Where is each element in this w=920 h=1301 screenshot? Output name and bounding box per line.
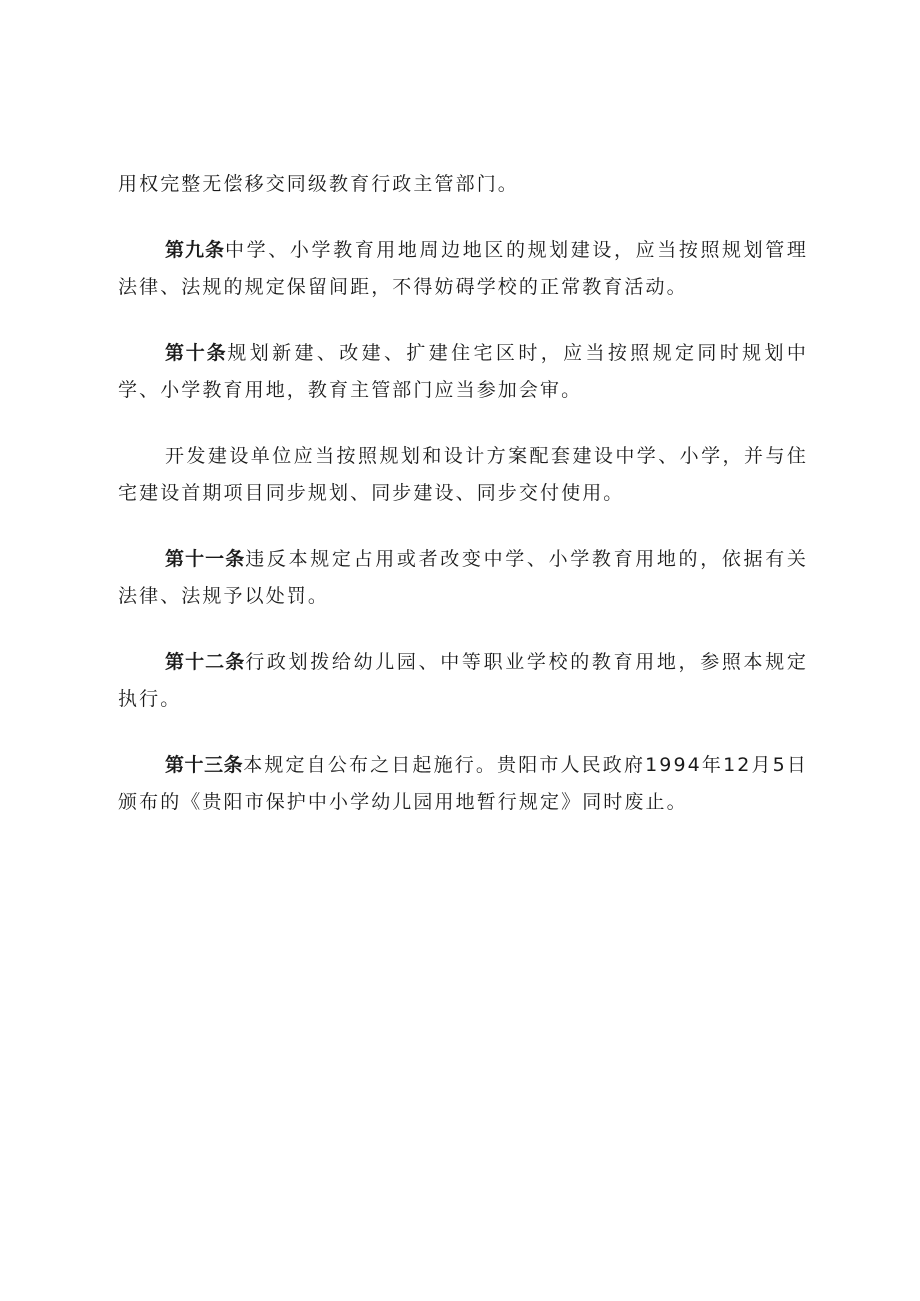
paragraph-text: 规划新建、改建、扩建住宅区时，应当按照规定同时规划中学、小学教育用地，教育主管部门应当参加会审。: [118, 342, 808, 401]
article-heading: 第九条: [165, 239, 226, 261]
article-heading: 第十条: [165, 342, 228, 364]
paragraph-text: 本规定自公布之日起施行。贵阳市人民政府1994年12月5日颁布的《贵阳市保护中小学幼儿园用地暂行规定》同时废止。: [118, 754, 808, 813]
article-heading: 第十一条: [165, 548, 246, 570]
paragraph-text: 开发建设单位应当按照规划和设计方案配套建设中学、小学，并与住宅建设首期项目同步规划、同步建设、同步交付使用。: [118, 445, 808, 504]
paragraph-text: 行政划拨给幼儿园、中等职业学校的教育用地，参照本规定执行。: [118, 651, 808, 710]
paragraph-text: 中学、小学教育用地周边地区的规划建设，应当按照规划管理法律、法规的规定保留间距，不得妨碍学校的正常教育活动。: [118, 239, 808, 298]
article-10-clause-2: [118, 438, 808, 512]
document-body: [118, 166, 808, 821]
article-13: [118, 747, 808, 821]
article-11: [118, 541, 808, 615]
article-10: [118, 335, 808, 409]
article-9: [118, 232, 808, 306]
article-heading: 第十二条: [165, 651, 246, 673]
paragraph-text: 违反本规定占用或者改变中学、小学教育用地的，依据有关法律、法规予以处罚。: [118, 548, 808, 607]
paragraph-continuation: [118, 166, 808, 203]
article-12: [118, 644, 808, 718]
article-heading: 第十三条: [165, 754, 244, 776]
paragraph-text: 用权完整无偿移交同级教育行政主管部门。: [118, 173, 519, 195]
